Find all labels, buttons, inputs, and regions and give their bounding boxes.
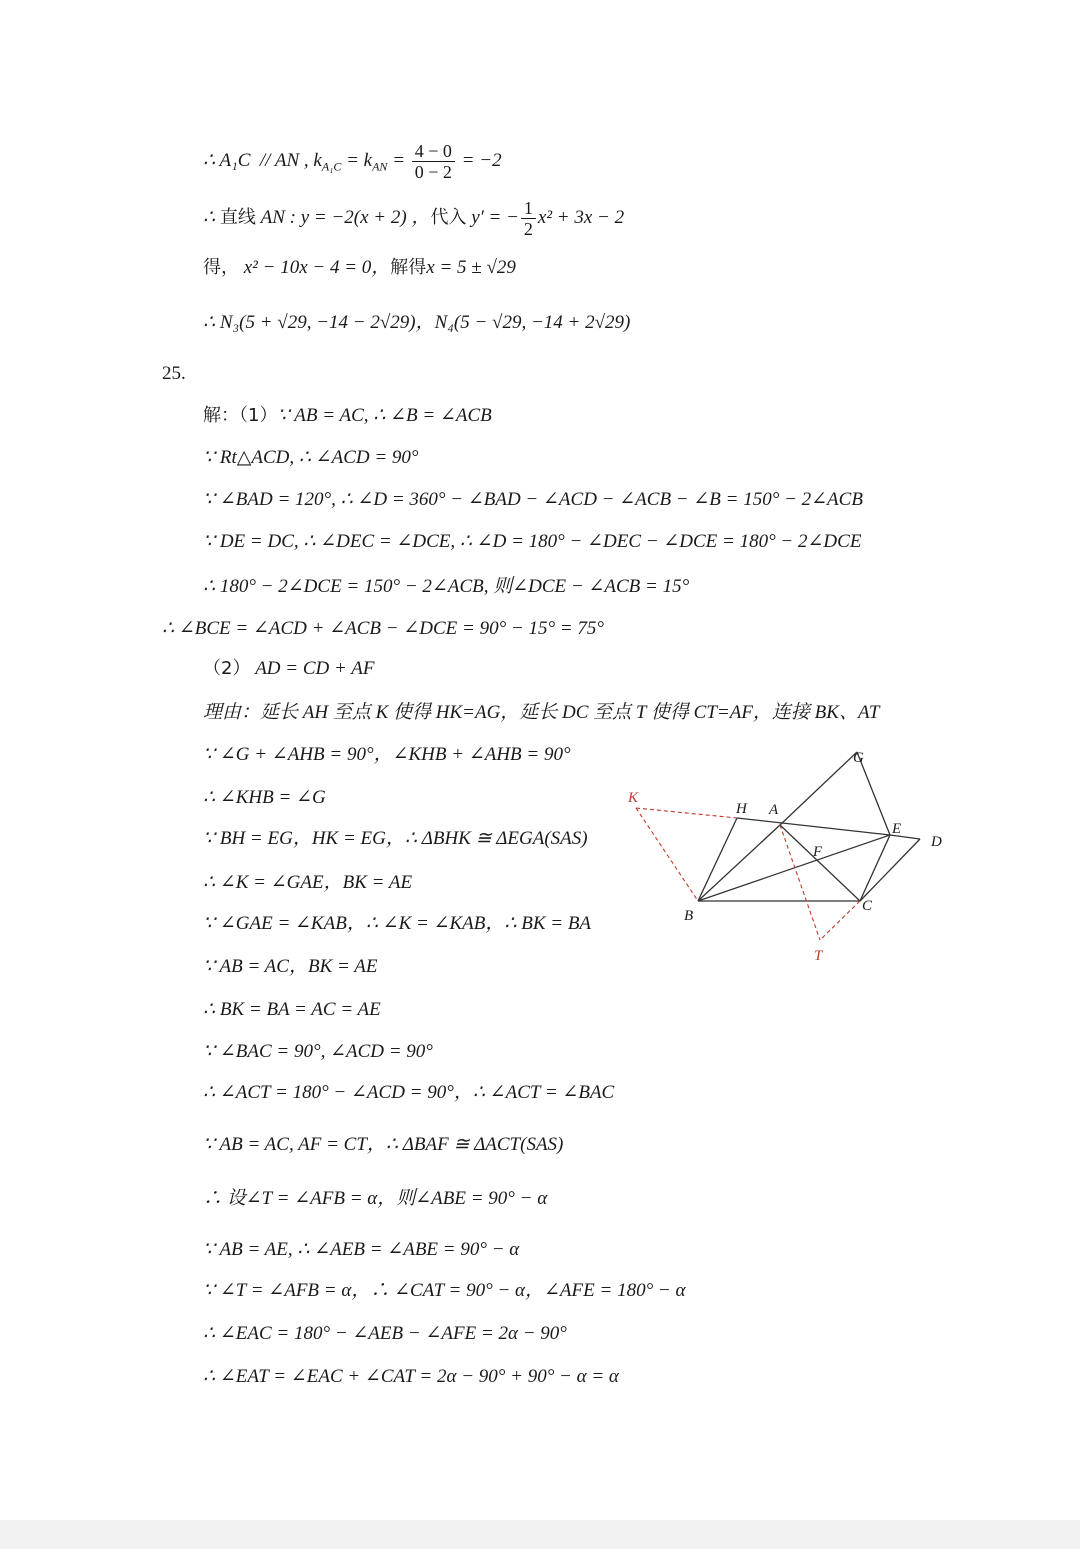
reason-step-5: ∵ ∠GAE = ∠KAB，∴ ∠K = ∠KAB，∴ BK = BA: [203, 913, 592, 934]
segment-AC: [780, 825, 860, 901]
bottom-strip: [0, 1520, 1080, 1549]
solution-line-1: ∴ A₁C // AN , $k_{A_1C} = k_{AN}$ = $\frac{4 - 0}{0 - 2}$ = −2: [203, 141, 502, 182]
reason-step-12: ∵ AB = AE, ∴ ∠AEB = ∠ABE = 90° − α: [203, 1239, 520, 1260]
segment-BH: [698, 818, 737, 901]
question-number: 25.: [162, 363, 186, 384]
reason-step-11: ∴ 设∠T = ∠AFB = α，则∠ABE = 90° − α: [203, 1188, 548, 1209]
reason-step-13: ∵ ∠T = ∠AFB = α，∴ ∠CAT = 90° − α，∠AFE = 180° − α: [203, 1280, 686, 1301]
aux-segment-CT: [820, 901, 860, 940]
fraction: $\frac{4 - 0}{0 - 2}$: [412, 141, 455, 182]
reason-step-9: ∴ ∠ACT = 180° − ∠ACD = 90°，∴ ∠ACT = ∠BAC: [203, 1082, 615, 1103]
fraction: $\frac{1}{2}$: [521, 198, 536, 239]
segment-CE: [860, 835, 890, 901]
segment-CD: [860, 839, 920, 901]
aux-segment-KB: [636, 808, 698, 901]
label-E: E: [892, 821, 902, 837]
step-2: ∵ Rt△ACD, ∴ ∠ACD = 90°: [203, 447, 419, 468]
reason-step-2: ∴ ∠KHB = ∠G: [203, 787, 326, 808]
reason-step-8: ∵ ∠BAC = 90°, ∠ACD = 90°: [203, 1041, 433, 1062]
step-5: ∴ 180° − 2∠DCE = 150° − 2∠ACB, 则∠DCE − ∠ACB = 15°: [203, 576, 690, 597]
label-B: B: [684, 908, 694, 924]
segment-AG: [780, 752, 857, 825]
geometry-figure: [620, 740, 960, 970]
label-F: F: [813, 844, 823, 860]
reason-step-3: ∵ BH = EG，HK = EG，∴ ΔBHK ≅ ΔEGA(SAS): [203, 828, 588, 849]
reason-step-14: ∴ ∠EAC = 180° − ∠AEB − ∠AFE = 2α − 90°: [203, 1323, 567, 1344]
reason-step-1: ∵ ∠G + ∠AHB = 90°，∠KHB + ∠AHB = 90°: [203, 744, 571, 765]
aux-segment-AT: [780, 825, 820, 940]
step-4: ∵ DE = DC, ∴ ∠DEC = ∠DCE, ∴ ∠D = 180° − ∠DEC − ∠DCE = 180° − 2∠DCE: [203, 531, 862, 552]
label-C: C: [862, 898, 873, 914]
reason-line: 理由：延长 AH 至点 K 使得 HK=AG，延长 DC 至点 T 使得 CT=AF，连接 BK、AT: [203, 702, 880, 723]
reason-step-7: ∴ BK = BA = AC = AE: [203, 999, 381, 1020]
reason-step-6: ∵ AB = AC，BK = AE: [203, 956, 378, 977]
label-H: H: [736, 801, 747, 817]
solution-line-2: ∴ 直线 AN : y = −2(x + 2) ，代入 y′ = − $\frac{1}{2}$ x² + 3x − 2: [203, 198, 625, 239]
label-T: T: [814, 948, 823, 964]
part-2-claim: （2） AD = CD + AF: [203, 658, 375, 679]
label-G: G: [853, 750, 864, 766]
step-1: 解：（1）∵ AB = AC, ∴ ∠B = ∠ACB: [203, 405, 492, 426]
reason-step-15: ∴ ∠EAT = ∠EAC + ∠CAT = 2α − 90° + 90° − α = α: [203, 1366, 619, 1387]
solution-line-4: ∴ N₃(5 + √29, −14 − 2√29)，N₄(5 − √29, −14 + 2√29): [203, 312, 631, 333]
reason-step-4: ∴ ∠K = ∠GAE，BK = AE: [203, 872, 413, 893]
step-6: ∴ ∠BCE = ∠ACD + ∠ACB − ∠DCE = 90° − 15° = 75°: [162, 618, 605, 639]
label-D: D: [931, 834, 942, 850]
segment-BE: [698, 835, 890, 901]
segment-BA: [698, 825, 780, 901]
aux-segment-KH: [636, 808, 737, 818]
reason-step-10: ∵ AB = AC, AF = CT，∴ ΔBAF ≅ ΔACT(SAS): [203, 1134, 564, 1155]
step-3: ∵ ∠BAD = 120°, ∴ ∠D = 360° − ∠BAD − ∠ACD − ∠ACB − ∠B = 150° − 2∠ACB: [203, 489, 863, 510]
solution-line-3: 得， x² − 10x − 4 = 0，解得x = 5 ± √29: [203, 257, 516, 278]
label-A: A: [769, 802, 779, 818]
segment-HE: [737, 818, 890, 835]
label-K: K: [628, 790, 639, 806]
